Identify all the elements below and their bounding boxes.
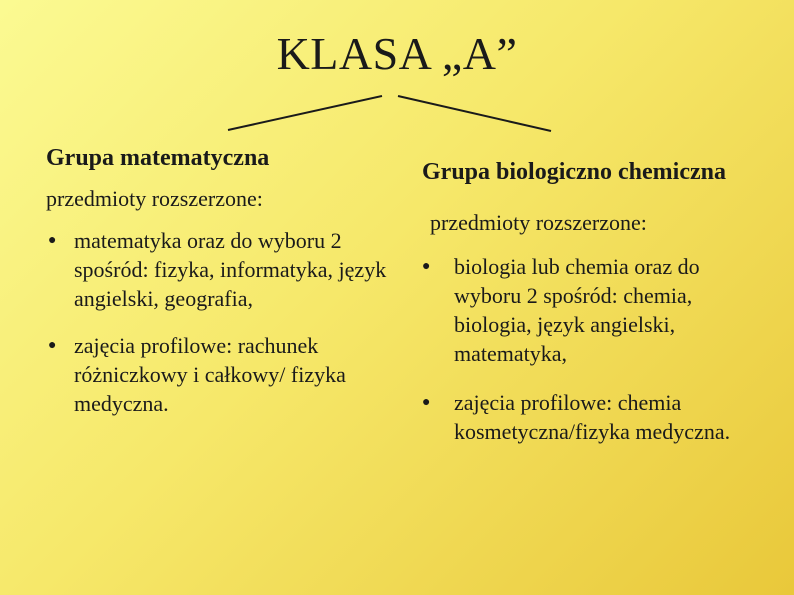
list-item-text: biologia lub chemia oraz do wyboru 2 spośród: chemia, biologia, język angielski, matematyka, [454, 254, 700, 366]
right-heading: Grupa biologiczno chemiczna [422, 159, 726, 185]
left-list [46, 226, 396, 418]
right-list [422, 252, 772, 446]
left-heading: Grupa matematyczna [46, 145, 270, 171]
right-column [422, 156, 772, 466]
list-item-text: zajęcia profilowe: chemia kosmetyczna/fizyka medyczna. [454, 390, 731, 444]
branch-line-right [398, 96, 551, 131]
list-item [46, 331, 396, 418]
list-item-text: zajęcia profilowe: rachunek różniczkowy i całkowy/ fizyka medyczna. [74, 333, 346, 416]
list-item [422, 388, 772, 446]
bullet-icon: ● [48, 338, 57, 353]
bullet-icon: ● [48, 233, 57, 248]
branch-line-left [228, 96, 382, 130]
right-subtitle: przedmioty rozszerzone: [430, 210, 647, 235]
bullet-icon: ● [422, 259, 431, 274]
left-column [46, 142, 396, 436]
list-item-text: matematyka oraz do wyboru 2 spośród: fizyka, informatyka, język angielski, geografia, [74, 228, 387, 311]
page-title: KLASA „A” [276, 28, 518, 79]
bullet-icon: ● [422, 395, 431, 410]
list-item [422, 252, 772, 368]
left-subtitle: przedmioty rozszerzone: [46, 186, 263, 211]
list-item [46, 226, 396, 313]
